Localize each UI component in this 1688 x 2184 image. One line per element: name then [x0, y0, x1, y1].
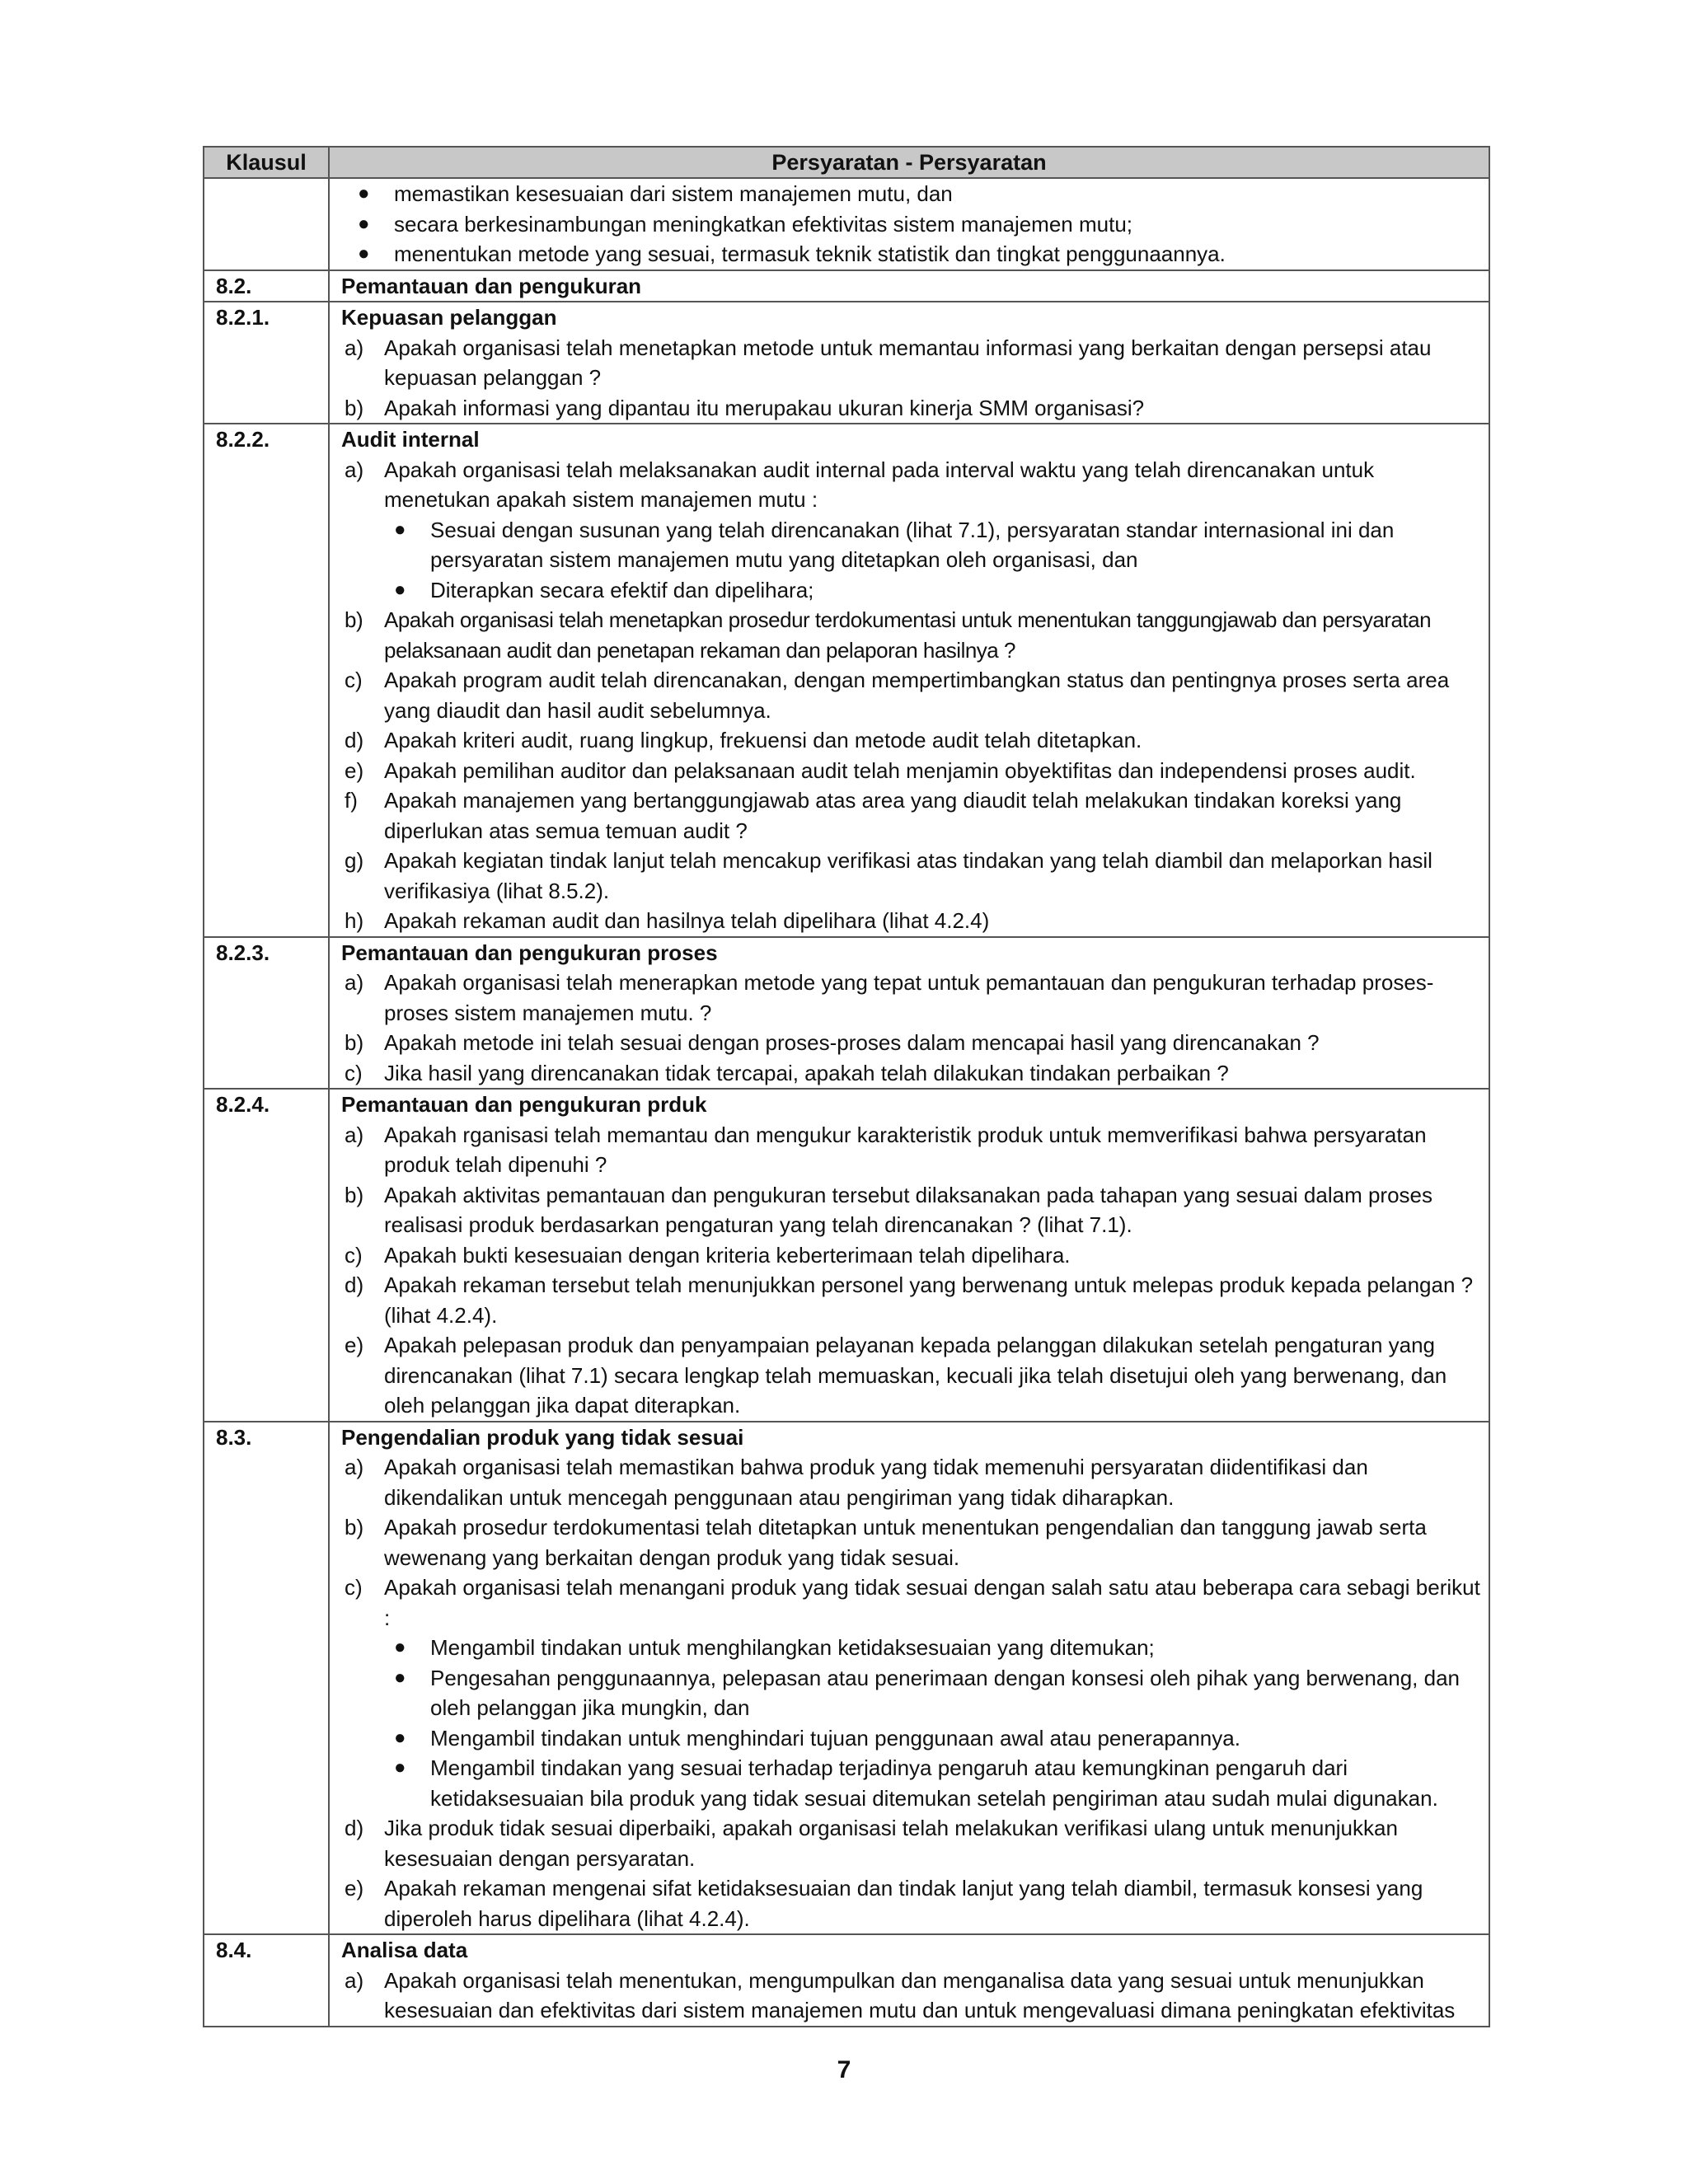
section-title: Analisa data	[341, 1938, 468, 1962]
list-item: c) Jika hasil yang direncanakan tidak tercapai, apakah telah dilakukan tindakan perbaikan ?	[345, 1060, 1229, 1085]
list-item: e) Apakah pemilihan auditor dan pelaksanaan audit telah menjamin obyektifitas dan independensi proses audit.	[345, 757, 1416, 783]
list-item: e) Apakah rekaman mengenai sifat ketidaksesuaian dan tindak lanjut yang telah diambil, termasuk konsesi yang diperoleh harus dipelihara (lihat 4.2.4).	[345, 1876, 1423, 1931]
clause-number: 8.4.	[204, 1934, 329, 2027]
table-row	[204, 270, 1489, 302]
bullet-item: ● Mengambil tindakan untuk menghilangkan ketidaksesuaian yang ditemukan;	[341, 1633, 1482, 1663]
list-item: a) Apakah organisasi telah menerapkan metode yang tepat untuk pemantauan dan pengukuran terhadap proses-proses sistem manajemen mutu. ?	[345, 970, 1434, 1025]
clause-number: 8.2.4.	[204, 1089, 329, 1422]
header-klausul: Klausul	[204, 147, 329, 178]
section-title: Pemantauan dan pengukuran proses	[341, 940, 718, 965]
list-item: b) Apakah informasi yang dipantau itu merupakau ukuran kinerja SMM organisasi?	[345, 395, 1145, 420]
table-row	[204, 178, 1489, 270]
requirement-cell	[329, 302, 1489, 424]
section-title: Audit internal	[341, 427, 480, 452]
list-item: d) Apakah kriteri audit, ruang lingkup, frekuensi dan metode audit telah ditetapkan.	[345, 728, 1142, 752]
list-item: b) Apakah prosedur terdokumentasi telah ditetapkan untuk menentukan pengendalian dan tanggung jawab serta wewenang yang berkaitan dengan produk yang tidak sesuai.	[345, 1515, 1427, 1570]
list-item: d) Apakah rekaman tersebut telah menunjukkan personel yang berwenang untuk melepas produk kepada pelangan ? (lihat 4.2.4).	[345, 1272, 1474, 1328]
clause-cell	[204, 178, 329, 270]
list-item: a) Apakah organisasi telah memastikan bahwa produk yang tidak memenuhi persyaratan diidentifikasi dan dikendalikan untuk mencegah penggunaan atau pengiriman yang tidak diharapkan.	[345, 1455, 1368, 1510]
bullet-icon: ●	[358, 212, 370, 235]
table-row	[204, 302, 1489, 424]
table-row	[204, 1089, 1489, 1422]
bullet-icon: ●	[394, 1726, 406, 1749]
header-persyaratan: Persyaratan - Persyaratan	[329, 147, 1489, 178]
bullet-item: ● memastikan kesesuaian dari sistem manajemen mutu, dan	[341, 179, 1482, 209]
bullet-item: ● Sesuai dengan susunan yang telah direncanakan (lihat 7.1), persyaratan standar internasional ini dan persyaratan sistem manajemen mutu yang ditetapkan oleh organisasi, dan	[341, 515, 1482, 575]
bullet-icon: ●	[394, 518, 406, 541]
list-item: a) Apakah organisasi telah menetapkan metode untuk memantau informasi yang berkaitan dengan persepsi atau kepuasan pelanggan ?	[345, 335, 1432, 390]
requirements-table	[203, 146, 1490, 2027]
bullet-icon: ●	[394, 578, 406, 601]
requirement-cell	[329, 424, 1489, 937]
bullet-item: ● Mengambil tindakan yang sesuai terhadap terjadinya pengaruh atau kemungkinan pengaruh dari ketidaksesuaian bila produk yang tidak sesuai ditemukan setelah pengiriman atau sudah mulai digunakan.	[341, 1753, 1482, 1813]
list-item: a) Apakah organisasi telah menentukan, mengumpulkan dan menganalisa data yang sesuai untuk menunjukkan kesesuaian dan efektivitas dari sistem manajemen mutu dan untuk mengevaluasi dimana peningkatan efektivitas	[345, 1967, 1456, 2022]
list-item: c) Apakah bukti kesesuaian dengan kriteria keberterimaan telah dipelihara.	[345, 1242, 1071, 1268]
requirement-cell	[329, 1934, 1489, 2027]
clause-number: 8.2.1.	[204, 302, 329, 424]
bullet-icon: ●	[394, 1756, 406, 1779]
bullet-item: ● menentukan metode yang sesuai, termasuk teknik statistik dan tingkat penggunaannya.	[341, 239, 1482, 269]
table-row	[204, 1422, 1489, 1935]
list-item: c) Apakah program audit telah direncanakan, dengan mempertimbangkan status dan pentingnya proses serta area yang diaudit dan hasil audit sebelumnya.	[345, 668, 1450, 723]
list-item: h) Apakah rekaman audit dan hasilnya telah dipelihara (lihat 4.2.4)	[345, 908, 990, 933]
bullet-item: ● secara berkesinambungan meningkatkan efektivitas sistem manajemen mutu;	[341, 209, 1482, 240]
requirement-cell	[329, 1422, 1489, 1935]
list-item: g) Apakah kegiatan tindak lanjut telah mencakup verifikasi atas tindakan yang telah diambil dan melaporkan hasil verifikasiya (lihat 8.5.2).	[345, 848, 1432, 903]
list-item: a) Apakah organisasi telah melaksanakan audit internal pada interval waktu yang telah direncanakan untuk menetukan apakah sistem manajemen mutu :	[345, 457, 1375, 512]
list-item: e) Apakah pelepasan produk dan penyampaian pelayanan kepada pelanggan dilakukan setelah pengaturan yang direncanakan (lihat 7.1) secara lengkap telah memuaskan, kecuali jika telah disetujui oleh yang berwenang, dan oleh pelanggan jika dapat diterapkan.	[345, 1333, 1447, 1418]
section-title: Pemantauan dan pengukuran prduk	[341, 1092, 707, 1117]
table-row	[204, 937, 1489, 1090]
list-item: d) Jika produk tidak sesuai diperbaiki, apakah organisasi telah melakukan verifikasi ulang untuk menunjukkan kesesuaian dengan persyaratan.	[345, 1816, 1398, 1871]
requirement-cell	[329, 178, 1489, 270]
bullet-icon: ●	[394, 1666, 406, 1689]
page-number: 7	[837, 2056, 851, 2083]
section-title: Pengendalian produk yang tidak sesuai	[341, 1424, 744, 1450]
bullet-item: ● Diterapkan secara efektif dan dipelihara;	[341, 575, 1482, 606]
bullet-icon: ●	[358, 182, 370, 204]
list-item: b) Apakah aktivitas pemantauan dan pengukuran tersebut dilaksanakan pada tahapan yang sesuai dalam proses realisasi produk berdasarkan pengaturan yang telah direncanakan ? (lihat 7.1).	[345, 1182, 1432, 1237]
requirement-cell	[329, 270, 1489, 302]
table-row	[204, 424, 1489, 937]
bullet-item: ● Mengambil tindakan untuk menghindari tujuan penggunaan awal atau penerapannya.	[341, 1723, 1482, 1754]
list-item: c) Apakah organisasi telah menangani produk yang tidak sesuai dengan salah satu atau beberapa cara sebagi berikut :	[345, 1575, 1480, 1630]
list-item: f) Apakah manajemen yang bertanggungjawab atas area yang diaudit telah melakukan tindakan koreksi yang diperlukan atas semua temuan audit ?	[345, 788, 1402, 843]
bullet-item: ● Pengesahan penggunaannya, pelepasan atau penerimaan dengan konsesi oleh pihak yang berwenang, dan oleh pelanggan jika mungkin, dan	[341, 1663, 1482, 1723]
table-row	[204, 1934, 1489, 2027]
clause-number: 8.2.3.	[204, 937, 329, 1090]
clause-number: 8.2.2.	[204, 424, 329, 937]
requirement-cell	[329, 1089, 1489, 1422]
clause-number: 8.3.	[204, 1422, 329, 1935]
table-header-row	[204, 147, 1489, 178]
bullet-icon: ●	[394, 1636, 406, 1658]
bullet-icon: ●	[358, 242, 370, 265]
section-title: Kepuasan pelanggan	[341, 305, 557, 330]
requirement-cell	[329, 937, 1489, 1090]
requirements-page	[203, 146, 1489, 2027]
clause-number: 8.2.	[204, 270, 329, 302]
section-title: Pemantauan dan pengukuran	[341, 273, 642, 298]
list-item: a) Apakah rganisasi telah memantau dan mengukur karakteristik produk untuk memverifikasi bahwa persyaratan produk telah dipenuhi ?	[345, 1122, 1427, 1177]
list-item: b) Apakah organisasi telah menetapkan prosedur terdokumentasi untuk menentukan tanggungjawab dan persyaratan pelaksanaan audit dan penetapan rekaman dan pelaporan hasilnya ?	[345, 607, 1432, 663]
list-item: b) Apakah metode ini telah sesuai dengan proses-proses dalam mencapai hasil yang direncanakan ?	[345, 1030, 1320, 1055]
